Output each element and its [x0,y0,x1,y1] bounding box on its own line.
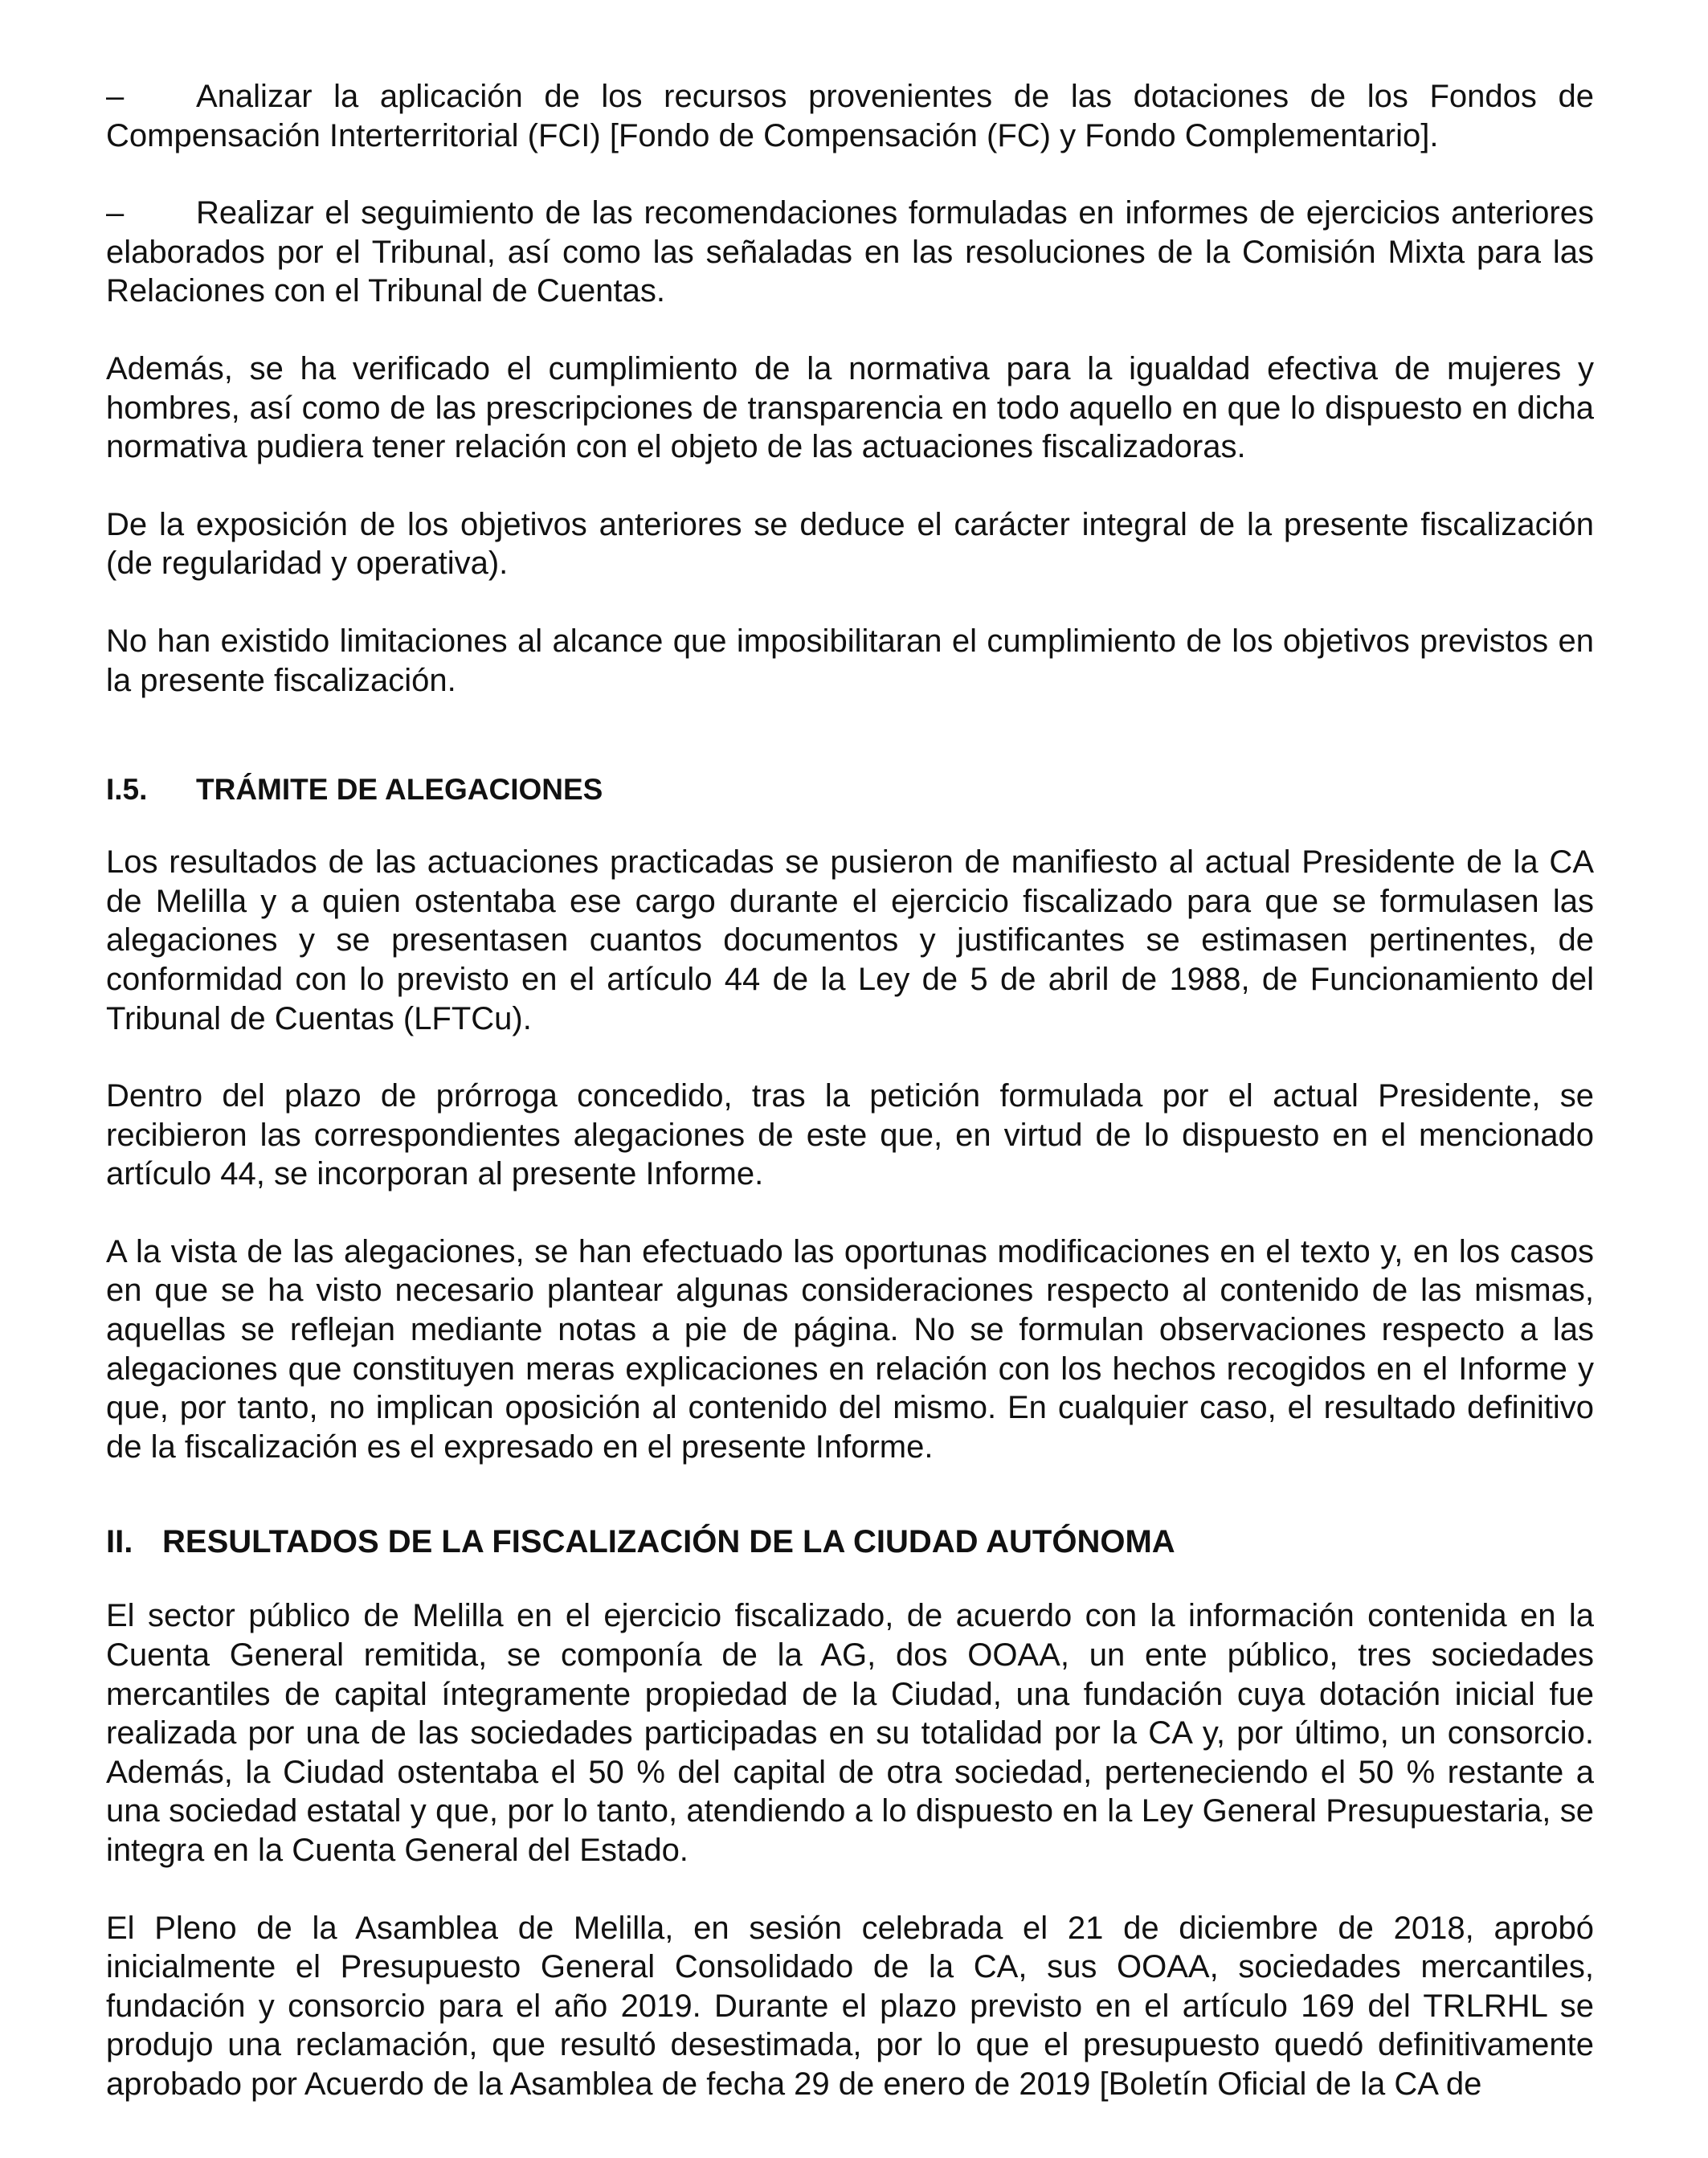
dash-marker: – [106,195,125,231]
paragraph-limitaciones: No han existido limitaciones al alcance que imposibilitaran el cumplimiento de los objetivos previstos en la presente fiscalización. [106,623,1594,698]
paragraph-igualdad: Además, se ha verificado el cumplimiento de la normativa para la igualdad efectiva de mujeres y hombres, así como de las prescripciones de transparencia en todo aquello en que lo dispuesto en dicha normativa pudiera tener relación con el objeto de las actuaciones fiscalizadoras. [106,350,1594,465]
paragraph-caracter-integral: De la exposición de los objetivos anteriores se deduce el carácter integral de la presente fiscalización (de regularidad y operativa). [106,506,1594,582]
section-heading-tramite-alegaciones [106,738,1594,809]
section-number: I.5. [106,773,148,807]
part-title: RESULTADOS DE LA FISCALIZACIÓN DE LA CIUDAD AUTÓNOMA [162,1524,1175,1560]
paragraph-vista-alegaciones: A la vista de las alegaciones, se han efectuado las oportunas modificaciones en el texto y, en los casos en que se ha visto necesario plantear algunas consideraciones respecto al contenido de las mismas, aquellas se reflejan mediante notas a pie de página. No se formulan observaciones respecto a las alegaciones que constituyen meras explicaciones en relación con los hechos recogidos en el Informe y que, por tanto, no implican oposición al contenido del mismo. En cualquier caso, el resultado definitivo de la fiscalización es el expresado en el presente Informe. [106,1233,1594,1465]
bullet-text: Analizar la aplicación de los recursos provenientes de las dotaciones de los Fondos de Compensación Interterritorial (FCI) [Fondo de Compensación (FC) y Fondo Complementario]. [106,79,1594,153]
bullet-text: Realizar el seguimiento de las recomendaciones formuladas en informes de ejercicios anteriores elaborados por el Tribunal, así como las señaladas en las resoluciones de la Comisión Mixta para las Relaciones con el Tribunal de Cuentas. [106,195,1594,309]
paragraph-resultados-actuaciones: Los resultados de las actuaciones practicadas se pusieron de manifiesto al actual Presidente de la CA de Melilla y a quien ostentaba ese cargo durante el ejercicio fiscalizado para que se formulasen las alegaciones y se presentasen cuantos documentos y justificantes se estimasen pertinentes, de conformidad con lo previsto en el artículo 44 de la Ley de 5 de abril de 1988, de Funcionamiento del Tribunal de Cuentas (LFTCu). [106,844,1594,1036]
part-number: II. [106,1524,133,1560]
bullet-item-recomendaciones [106,194,1594,311]
paragraph-plazo-prorroga: Dentro del plazo de prórroga concedido, tras la petición formulada por el actual Presidente, se recibieron las correspondientes alegaciones de este que, en virtud de lo dispuesto en el mencionado artículo 44, se incorporan al presente Informe. [106,1078,1594,1192]
section-title: TRÁMITE DE ALEGACIONES [196,773,603,807]
dash-marker: – [106,79,125,114]
paragraph-sector-publico: El sector público de Melilla en el ejercicio fiscalizado, de acuerdo con la información contenida en la Cuenta General remitida, se componía de la AG, dos OOAA, un ente público, tres sociedades mercantiles de capital íntegramente propiedad de la Ciudad, una fundación cuya dotación inicial fue realizada por una de las sociedades participadas en su totalidad por la CA y, por último, un consorcio. Además, la Ciudad ostentaba el 50 % del capital de otra sociedad, perteneciendo el 50 % restante a una sociedad estatal y que, por lo tanto, atendiendo a lo dispuesto en la Ley General Presupuestaria, se integra en la Cuenta General del Estado. [106,1598,1594,1868]
part-heading-resultados [106,1505,1594,1561]
paragraph-pleno-asamblea: El Pleno de la Asamblea de Melilla, en sesión celebrada el 21 de diciembre de 2018, aprobó inicialmente el Presupuesto General Consolidado de la CA, sus OOAA, sociedades mercantiles, fundación y consorcio para el año 2019. Durante el plazo previsto en el artículo 169 del TRLRHL se produjo una reclamación, que resultó desestimada, por lo que el presupuesto quedó definitivamente aprobado por Acuerdo de la Asamblea de fecha 29 de enero de 2019 [Boletín Oficial de la CA de [106,1910,1594,2102]
bullet-item-fci [106,77,1594,155]
